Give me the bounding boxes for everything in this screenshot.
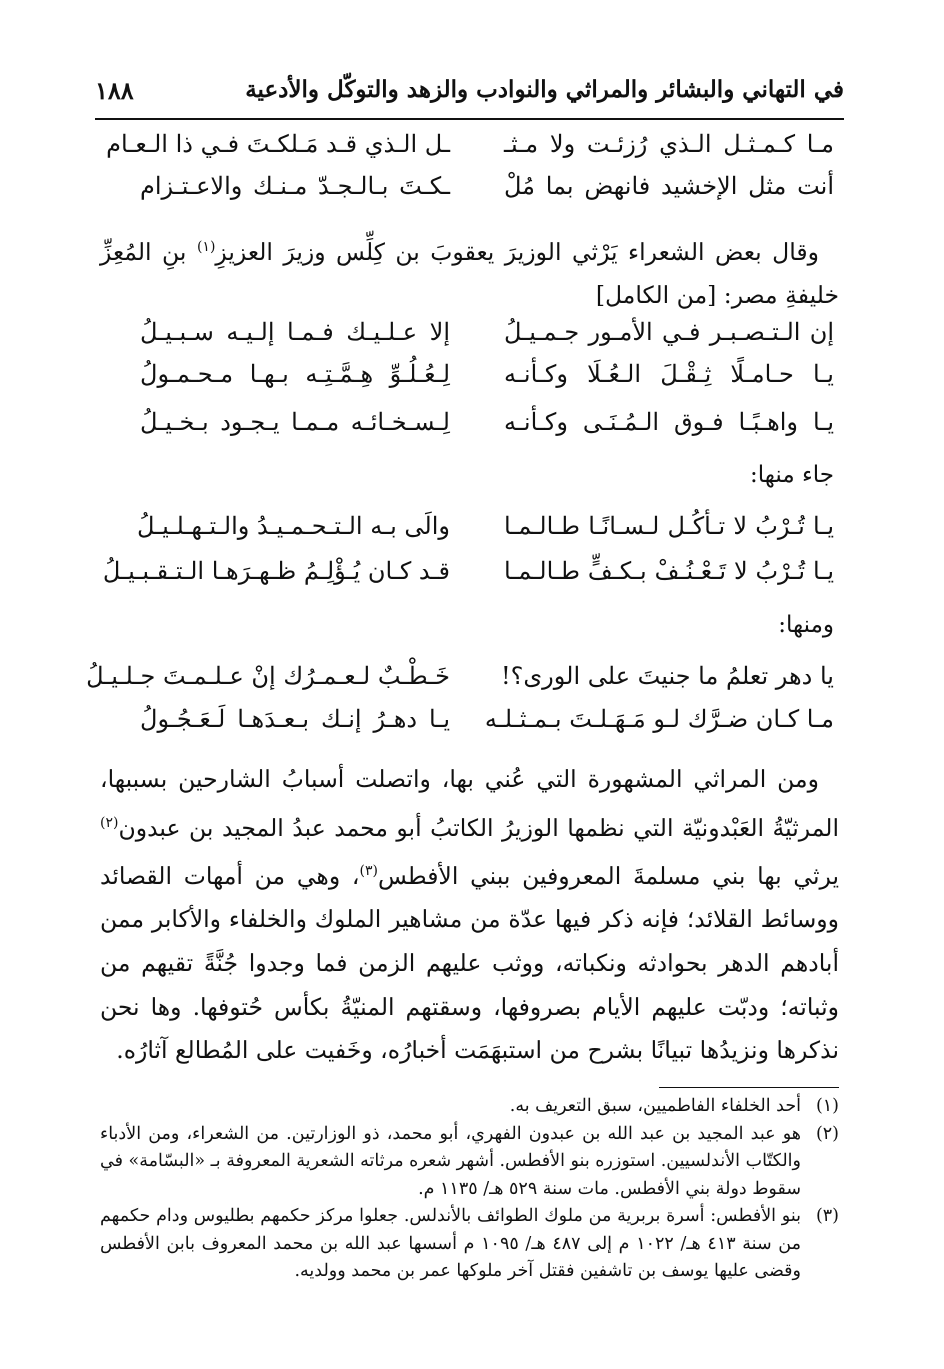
verse-second-hemistich: يـا دهـرُ إنـك بـعـدَهـا لَـعَـجُـولُ — [140, 705, 450, 733]
footnotes — [100, 1093, 839, 1286]
verse-line — [100, 130, 834, 174]
verse-second-hemistich: خَـطْـبٌ لـعـمـرُك إنْ عـلـمـتَ جـلـيـلُ — [86, 662, 450, 690]
verse-first-hemistich: مـا كـان ضـرَّك لـو مَـهَـلـتَ بـمـثـلـه — [484, 705, 834, 733]
verse-line — [100, 705, 834, 749]
running-title: في التهاني والبشائر والمراثي والنوادب والزهد والتوكّل والأدعية — [245, 76, 844, 103]
footnote-number: (٣) — [815, 1206, 839, 1226]
section-intro: ومنها: — [778, 612, 834, 638]
verse-first-hemistich: أنت مثل الإخشيد فانهض بما مُلْ — [504, 172, 834, 200]
verse-line — [100, 557, 834, 601]
verse-line — [100, 512, 834, 556]
footnote — [100, 1093, 839, 1121]
verse-second-hemistich: ـل الـذي قـد مَـلكـتَ فـي ذا الـعـام — [106, 130, 450, 158]
verse-first-hemistich: يـا تُـرْبُ لا تَـعْـنُـفْ بـكـفٍّ طـالـمـا — [504, 557, 834, 585]
intro-text: وقال بعض الشعراء يَرْثي الوزيرَ يعقوبَ بن كِلِّس وزيرَ العزيزِ — [215, 237, 819, 266]
intro-paragraph — [100, 226, 839, 318]
footnote — [100, 1203, 839, 1286]
footnote-ref[interactable]: (١) — [196, 239, 216, 255]
footnote-text: هو عبد المجيد بن عبد الله بن عبدون الفهري، أبو محمد، ذو الوزارتين. من الشعراء، ومن الأدباء والكتّاب الأندلسيين. استوزره بنو الأفطس. أشهر شعره مرثاته الشعرية المعروفة بـ «البسّامة» في سقوط دولة بني الأفطس. مات سنة ٥٢٩ هـ/ ١١٣٥ م. — [100, 1123, 801, 1199]
verse-line — [100, 172, 834, 216]
footnote-number: (١) — [815, 1096, 839, 1116]
paragraph-text: يرثي بها بني مسلمةَ المعروفين ببني الأفطس — [377, 861, 840, 890]
paragraph-text: ومن المراثي المشهورة التي عُني بها، واتصلت أسبابُ الشارحين بسببها، المرثيّةُ العَبْدونيّة التي نظمها الوزيرُ الكاتبُ أبو محمد عبدُ المجيد بن عبدون — [100, 765, 839, 842]
verse-first-hemistich: يـا تُـرْبُ لا تـأكُـل لـسـانًـا طـالـمـا — [504, 512, 834, 540]
verse-line — [100, 408, 834, 452]
verse-second-hemistich: لِـسـخـائـه مـمـا يـجـود بـخـيـلُ — [140, 408, 450, 436]
footnote-text: بنو الأفطس: أسرة بربرية من ملوك الطوائف بالأندلس. جعلوا مركز حكمهم بطليوس ودام حكمهم من سنة ٤١٣ هـ/ ١٠٢٢ م إلى ٤٨٧ هـ/ ١٠٩٥ م أسسها عبد الله بن محمد المعروف بابن الأفطس وقضى عليها يوسف بن تاشفين فقتل آخر ملوكها عمر بن محمد وولديه. — [100, 1206, 801, 1281]
verse-line — [100, 318, 834, 362]
verse-line — [100, 360, 834, 404]
footnote-ref[interactable]: (٢) — [100, 814, 119, 831]
verse-second-hemistich: والَى بـه الـتـحـمـيـدُ والـتـهـلـيـلُ — [136, 512, 450, 540]
footnote-separator — [659, 1087, 839, 1088]
footnote-number: (٢) — [815, 1123, 839, 1144]
intro-text: بنِ المُعِزِّ خليفةِ مصر: [من الكامل] — [100, 237, 839, 310]
verse-second-hemistich: إلا عـلـيـك فـمـا إلـيـه سـبـيـلُ — [140, 318, 450, 346]
footnote — [100, 1121, 839, 1204]
verse-first-hemistich: يـا واهـبًـا فـوق الـمُـنَـى وكـأنـه — [504, 408, 834, 436]
verse-second-hemistich: لِـعُـلُـوِّ هِـمَّـتِـه بـهـا مـحـمـولُ — [140, 360, 450, 388]
page-header — [95, 72, 844, 112]
section-intro: جاء منها: — [750, 462, 834, 488]
body-paragraph — [100, 758, 839, 1073]
verse-first-hemistich: يـا حـامـلًا ثِـقْـلَ الـعُـلَا وكـأنـه — [504, 360, 834, 388]
verse-line — [86, 662, 834, 706]
verse-first-hemistich: مـا كـمـثـل الـذي رُزئـت ولا مـثـ — [504, 130, 834, 158]
header-rule — [95, 118, 844, 120]
footnote-ref[interactable]: (٣) — [359, 863, 378, 880]
verse-second-hemistich: قـد كـان يُـؤْلِـمُ ظـهـرَهـا الـتـقـبـيـلُ — [102, 557, 450, 585]
verse-first-hemistich: إن الـتـصـبـر فـي الأمـور جـمـيـلُ — [504, 318, 834, 346]
verse-second-hemistich: ـكـتَ بـالـجـدّ مـنـك والاعـتـزام — [140, 172, 450, 200]
verse-first-hemistich: يا دهر تعلمُ ما جنيتَ على الورى؟! — [501, 662, 834, 690]
footnote-text: أحد الخلفاء الفاطميين، سبق التعريف به. — [509, 1096, 801, 1116]
paragraph-text: ، وهي من أمهات القصائد ووسائط القلائد؛ فإنه ذكر فيها عدّة من مشاهير الملوك والخلفاء والأكابر ممن أبادهم الدهر بحوادثه ونكباته، ووثب عليهم الزمن فما وجدوا جُنَّةً تقيهم من وثباته؛ ودبّت عليهم الأيام بصروفها، وسقتهم المنيّةُ بكأس حُتوفها. وها نحن نذكرها ونزيدُها تبيانًا بشرح من استبهَمَت أخبارُه، وخَفيت على المُطالع آثارُه. — [100, 861, 839, 1065]
page-number: ١٨٨ — [95, 76, 134, 105]
